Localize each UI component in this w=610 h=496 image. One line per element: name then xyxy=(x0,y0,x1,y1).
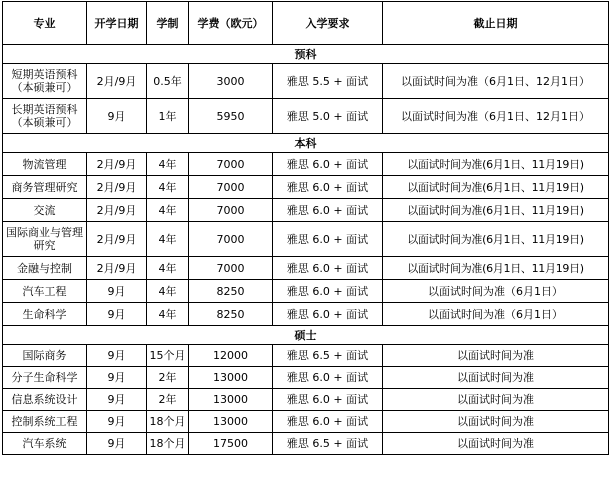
cell-major: 控制系统工程 xyxy=(3,411,87,433)
cell-tuition: 7000 xyxy=(189,153,273,176)
cell-requirements: 雅思 6.0 + 面试 xyxy=(273,153,383,176)
cell-requirements: 雅思 6.0 + 面试 xyxy=(273,280,383,303)
cell-major: 物流管理 xyxy=(3,153,87,176)
cell-major: 短期英语预科（本硕兼可） xyxy=(3,64,87,99)
table-row xyxy=(3,64,609,99)
cell-tuition: 17500 xyxy=(189,433,273,455)
cell-requirements: 雅思 6.5 + 面试 xyxy=(273,345,383,367)
cell-requirements: 雅思 5.5 + 面试 xyxy=(273,64,383,99)
table-row xyxy=(3,345,609,367)
cell-start-date: 2月/9月 xyxy=(87,199,147,222)
cell-major: 国际商务 xyxy=(3,345,87,367)
col-header-major: 专业 xyxy=(3,2,87,45)
cell-tuition: 3000 xyxy=(189,64,273,99)
table-row xyxy=(3,367,609,389)
cell-duration: 4年 xyxy=(147,257,189,280)
cell-deadline: 以面试时间为准（6月1日、12月1日） xyxy=(383,64,609,99)
cell-duration: 18个月 xyxy=(147,433,189,455)
cell-start-date: 9月 xyxy=(87,411,147,433)
table-row xyxy=(3,153,609,176)
cell-major: 长期英语预科（本硕兼可） xyxy=(3,99,87,134)
section-row xyxy=(3,326,609,345)
cell-deadline: 以面试时间为准（6月1日） xyxy=(383,280,609,303)
cell-tuition: 7000 xyxy=(189,176,273,199)
cell-duration: 4年 xyxy=(147,199,189,222)
cell-duration: 18个月 xyxy=(147,411,189,433)
cell-deadline: 以面试时间为准 xyxy=(383,389,609,411)
section-title-bachelor: 本科 xyxy=(3,134,609,153)
table-row xyxy=(3,99,609,134)
table-row xyxy=(3,389,609,411)
cell-tuition: 13000 xyxy=(189,389,273,411)
cell-major: 商务管理研究 xyxy=(3,176,87,199)
cell-tuition: 8250 xyxy=(189,280,273,303)
cell-duration: 4年 xyxy=(147,303,189,326)
cell-major: 生命科学 xyxy=(3,303,87,326)
table-row xyxy=(3,176,609,199)
cell-start-date: 2月/9月 xyxy=(87,64,147,99)
table-row xyxy=(3,303,609,326)
cell-requirements: 雅思 6.0 + 面试 xyxy=(273,411,383,433)
cell-deadline: 以面试时间为准 xyxy=(383,411,609,433)
cell-requirements: 雅思 5.0 + 面试 xyxy=(273,99,383,134)
cell-tuition: 12000 xyxy=(189,345,273,367)
table-row xyxy=(3,222,609,257)
cell-duration: 4年 xyxy=(147,280,189,303)
cell-major: 金融与控制 xyxy=(3,257,87,280)
cell-deadline: 以面试时间为准(6月1日、11月19日) xyxy=(383,257,609,280)
cell-deadline: 以面试时间为准(6月1日、11月19日) xyxy=(383,153,609,176)
table-row xyxy=(3,280,609,303)
cell-tuition: 7000 xyxy=(189,199,273,222)
cell-requirements: 雅思 6.5 + 面试 xyxy=(273,433,383,455)
cell-tuition: 13000 xyxy=(189,367,273,389)
cell-duration: 4年 xyxy=(147,176,189,199)
col-header-start-date: 开学日期 xyxy=(87,2,147,45)
cell-deadline: 以面试时间为准(6月1日、11月19日) xyxy=(383,199,609,222)
cell-tuition: 7000 xyxy=(189,222,273,257)
col-header-deadline: 截止日期 xyxy=(383,2,609,45)
cell-start-date: 9月 xyxy=(87,345,147,367)
cell-duration: 1年 xyxy=(147,99,189,134)
cell-deadline: 以面试时间为准（6月1日） xyxy=(383,303,609,326)
cell-start-date: 9月 xyxy=(87,367,147,389)
cell-start-date: 9月 xyxy=(87,99,147,134)
cell-major: 交流 xyxy=(3,199,87,222)
table-row xyxy=(3,199,609,222)
cell-duration: 4年 xyxy=(147,153,189,176)
cell-major: 国际商业与管理研究 xyxy=(3,222,87,257)
section-title-master: 硕士 xyxy=(3,326,609,345)
cell-requirements: 雅思 6.0 + 面试 xyxy=(273,199,383,222)
cell-start-date: 9月 xyxy=(87,389,147,411)
section-title-foundation: 预科 xyxy=(3,45,609,64)
table-row xyxy=(3,411,609,433)
cell-requirements: 雅思 6.0 + 面试 xyxy=(273,257,383,280)
table-row xyxy=(3,433,609,455)
cell-deadline: 以面试时间为准 xyxy=(383,433,609,455)
cell-tuition: 7000 xyxy=(189,257,273,280)
cell-major: 分子生命科学 xyxy=(3,367,87,389)
cell-major: 汽车工程 xyxy=(3,280,87,303)
cell-start-date: 9月 xyxy=(87,433,147,455)
cell-start-date: 9月 xyxy=(87,280,147,303)
cell-requirements: 雅思 6.0 + 面试 xyxy=(273,389,383,411)
cell-deadline: 以面试时间为准(6月1日、11月19日) xyxy=(383,176,609,199)
cell-start-date: 9月 xyxy=(87,303,147,326)
section-row xyxy=(3,134,609,153)
cell-start-date: 2月/9月 xyxy=(87,257,147,280)
cell-tuition: 5950 xyxy=(189,99,273,134)
cell-major: 信息系统设计 xyxy=(3,389,87,411)
cell-start-date: 2月/9月 xyxy=(87,153,147,176)
cell-requirements: 雅思 6.0 + 面试 xyxy=(273,367,383,389)
programs-table xyxy=(2,1,609,455)
cell-start-date: 2月/9月 xyxy=(87,176,147,199)
col-header-tuition: 学费（欧元） xyxy=(189,2,273,45)
cell-duration: 0.5年 xyxy=(147,64,189,99)
cell-duration: 4年 xyxy=(147,222,189,257)
col-header-duration: 学制 xyxy=(147,2,189,45)
cell-tuition: 8250 xyxy=(189,303,273,326)
table-row xyxy=(3,257,609,280)
col-header-requirements: 入学要求 xyxy=(273,2,383,45)
header-row xyxy=(3,2,609,45)
cell-deadline: 以面试时间为准(6月1日、11月19日) xyxy=(383,222,609,257)
cell-tuition: 13000 xyxy=(189,411,273,433)
cell-duration: 2年 xyxy=(147,367,189,389)
cell-requirements: 雅思 6.0 + 面试 xyxy=(273,222,383,257)
cell-requirements: 雅思 6.0 + 面试 xyxy=(273,176,383,199)
cell-deadline: 以面试时间为准（6月1日、12月1日） xyxy=(383,99,609,134)
section-row xyxy=(3,45,609,64)
cell-start-date: 2月/9月 xyxy=(87,222,147,257)
cell-duration: 15个月 xyxy=(147,345,189,367)
cell-deadline: 以面试时间为准 xyxy=(383,367,609,389)
cell-requirements: 雅思 6.0 + 面试 xyxy=(273,303,383,326)
cell-major: 汽车系统 xyxy=(3,433,87,455)
cell-duration: 2年 xyxy=(147,389,189,411)
cell-deadline: 以面试时间为准 xyxy=(383,345,609,367)
